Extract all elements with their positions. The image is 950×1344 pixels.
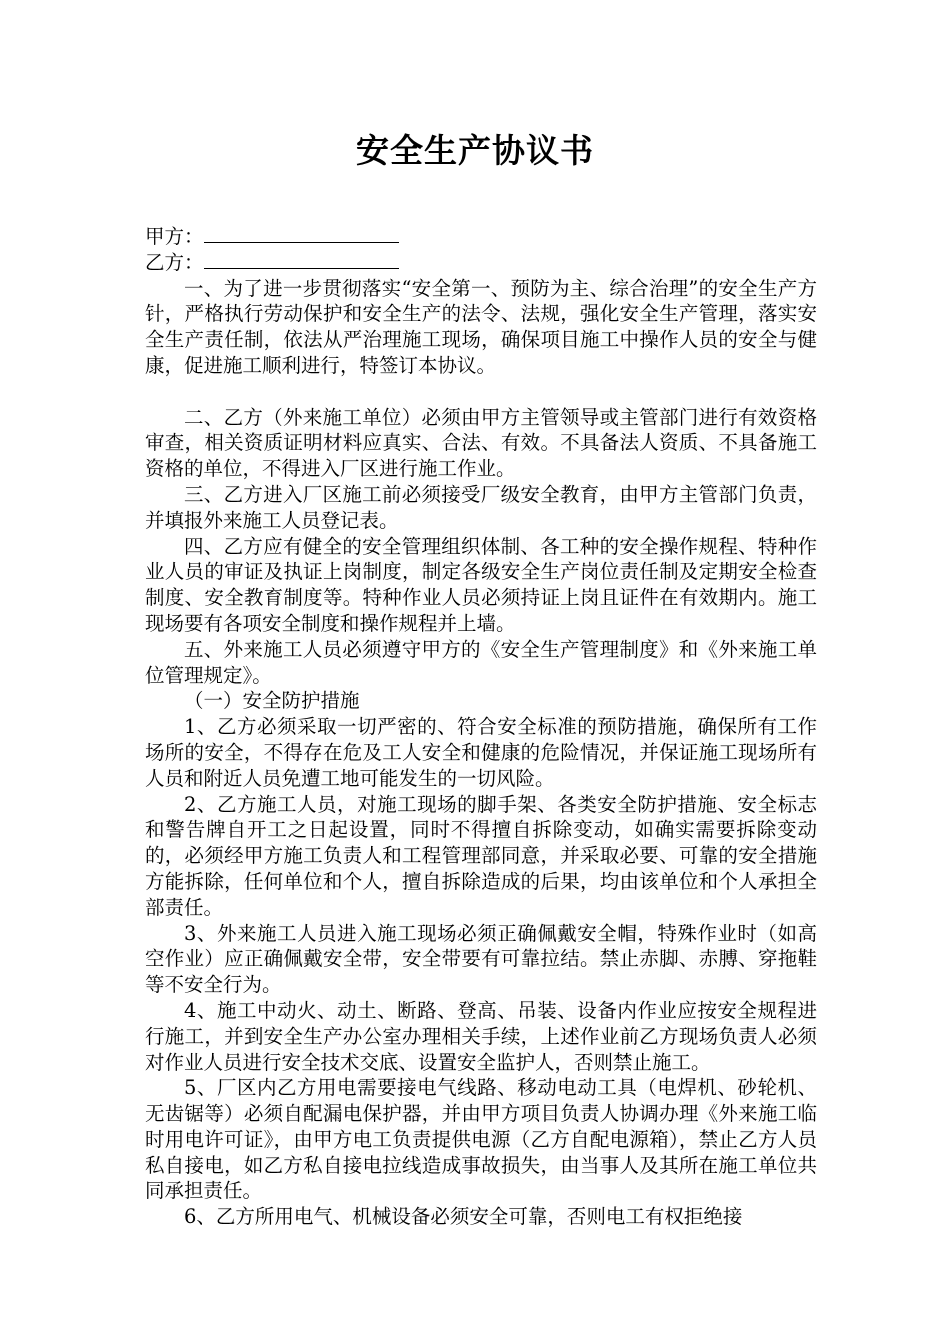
party-b-blank (204, 250, 399, 269)
document-body (145, 224, 817, 1230)
party-b-line (145, 250, 817, 276)
document-title: 安全生产协议书 (356, 131, 594, 170)
clause-2: 二、乙方（外来施工单位）必须由甲方主管领导或主管部门进行有效资格审查，相关资质证明材料应真实、合法、有效。不具备法人资质、不具备施工资格的单位，不得进入厂区进行施工作业。 (145, 405, 817, 481)
party-b-label: 乙方： (145, 250, 204, 274)
measure-5: 5、厂区内乙方用电需要接电气线路、移动电动工具（电焊机、砂轮机、无齿锯等）必须自配漏电保护器，并由甲方项目负责人协调办理《外来施工临时用电许可证》，由甲方电工负责提供电源（乙方自配电源箱），禁止乙方人员私自接电，如乙方私自接电拉线造成事故损失，由当事人及其所在施工单位共同承担责任。 (145, 1076, 817, 1203)
clause-5: 五、外来施工人员必须遵守甲方的《安全生产管理制度》和《外来施工单位管理规定》。 (145, 637, 817, 687)
clause-1: 一、为了进一步贯彻落实“安全第一、预防为主、综合治理”的安全生产方针，严格执行劳动保护和安全生产的法令、法规，强化安全生产管理，落实安全生产责任制，依法从严治理施工现场，确保项目施工中操作人员的安全与健康，促进施工顺利进行，特签订本协议。 (145, 276, 817, 377)
measure-1: 1、乙方必须采取一切严密的、符合安全标准的预防措施，确保所有工作场所的安全，不得存在危及工人安全和健康的危险情况，并保证施工现场所有人员和附近人员免遭工地可能发生的一切风险。 (145, 715, 817, 790)
measure-3: 3、外来施工人员进入施工现场必须正确佩戴安全帽，特殊作业时（如高空作业）应正确佩戴安全带，安全带要有可靠拉结。禁止赤脚、赤膊、穿拖鞋等不安全行为。 (145, 921, 817, 997)
party-a-label: 甲方： (145, 225, 204, 248)
blank-line (145, 379, 817, 405)
measure-2: 2、乙方施工人员，对施工现场的脚手架、各类安全防护措施、安全标志和警告牌自开工之日起设置，同时不得擅自拆除变动，如确实需要拆除变动的，必须经甲方施工负责人和工程管理部同意，并采取必要、可靠的安全措施方能拆除，任何单位和个人，擅自拆除造成的后果，均由该单位和个人承担全部责任。 (145, 792, 817, 919)
clause-4: 四、乙方应有健全的安全管理组织体制、各工种的安全操作规程、特种作业人员的审证及执证上岗制度，制定各级安全生产岗位责任制及定期安全检查制度、安全教育制度等。特种作业人员必须持证上岗且证件在有效期内。施工现场要有各项安全制度和操作规程并上墙。 (145, 534, 817, 635)
measure-6: 6、乙方所用电气、机械设备必须安全可靠，否则电工有权拒绝接 (184, 1205, 743, 1229)
clause-3: 三、乙方进入厂区施工前必须接受厂级安全教育，由甲方主管部门负责，并填报外来施工人员登记表。 (145, 482, 817, 532)
measure-4: 4、施工中动火、动土、断路、登高、吊装、设备内作业应按安全规程进行施工，并到安全生产办公室办理相关手续，上述作业前乙方现场负责人必须对作业人员进行安全技术交底、设置安全监护人，否则禁止施工。 (145, 998, 817, 1074)
section-heading-safety-measures: （一）安全防护措施 (184, 689, 360, 713)
party-a-blank (204, 224, 399, 243)
party-a-line (145, 224, 817, 250)
